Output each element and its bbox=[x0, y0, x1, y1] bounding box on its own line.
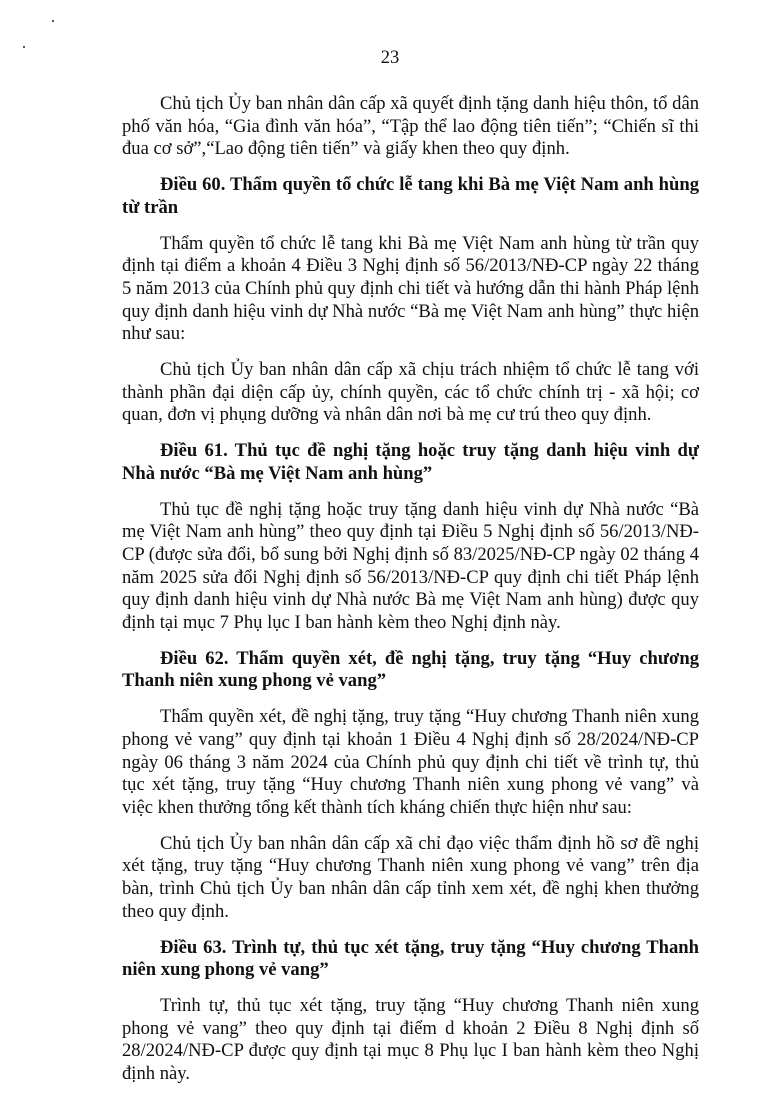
paragraph: Trình tự, thủ tục xét tặng, truy tặng “Huy chương Thanh niên xung phong vẻ vang” theo quy định tại điểm d khoản 2 Điều 8 Nghị định số 28/2024/NĐ-CP được quy định tại mục 8 Phụ lục I ban hành kèm theo Nghị định này. bbox=[122, 995, 699, 1084]
paragraph: Thẩm quyền tổ chức lễ tang khi Bà mẹ Việt Nam anh hùng từ trần quy định tại điểm a khoản 4 Điều 3 Nghị định số 56/2013/NĐ-CP ngày 22 tháng 5 năm 2013 của Chính phủ quy định chi tiết và hướng dẫn thi hành Pháp lệnh quy định danh hiệu vinh dự Nhà nước “Bà mẹ Việt Nam anh hùng” thực hiện như sau: bbox=[122, 232, 699, 345]
paragraph: Chủ tịch Ủy ban nhân dân cấp xã quyết định tặng danh hiệu thôn, tổ dân phố văn hóa, “Gia đình văn hóa”, “Tập thể lao động tiên tiến”; “Chiến sĩ thi đua cơ sở”,“Lao động tiên tiến” và giấy khen theo quy định. bbox=[122, 93, 699, 160]
article-60-heading: Điều 60. Thẩm quyền tổ chức lễ tang khi Bà mẹ Việt Nam anh hùng từ trần bbox=[122, 174, 699, 218]
paragraph: Chủ tịch Ủy ban nhân dân cấp xã chịu trách nhiệm tổ chức lễ tang với thành phần đại diện cấp ủy, chính quyền, các tổ chức chính trị - xã hội; cơ quan, đơn vị phụng dưỡng và nhân dân nơi bà mẹ cư trú theo quy định. bbox=[122, 359, 699, 426]
article-62-heading: Điều 62. Thẩm quyền xét, đề nghị tặng, truy tặng “Huy chương Thanh niên xung phong vẻ vang” bbox=[122, 647, 699, 692]
paragraph: Thẩm quyền xét, đề nghị tặng, truy tặng “Huy chương Thanh niên xung phong vẻ vang” quy định tại khoản 1 Điều 4 Nghị định số 28/2024/NĐ-CP ngày 06 tháng 3 năm 2024 của Chính phủ quy định chi tiết về trình tự, thủ tục xét tặng, truy tặng “Huy chương Thanh niên xung phong vẻ vang” và việc khen thưởng tổng kết thành tích kháng chiến thực hiện như sau: bbox=[122, 706, 699, 818]
paragraph: Chủ tịch Ủy ban nhân dân cấp xã chỉ đạo việc thẩm định hồ sơ đề nghị xét tặng, truy tặng “Huy chương Thanh niên xung phong vẻ vang” trên địa bàn, trình Chủ tịch Ủy ban nhân dân cấp tỉnh xem xét, đề nghị khen thưởng theo quy định. bbox=[122, 832, 699, 922]
article-63-heading: Điều 63. Trình tự, thủ tục xét tặng, truy tặng “Huy chương Thanh niên xung phong vẻ vang” bbox=[122, 936, 699, 981]
document-body bbox=[122, 93, 699, 1099]
paragraph: Thủ tục đề nghị tặng hoặc truy tặng danh hiệu vinh dự Nhà nước “Bà mẹ Việt Nam anh hùng” theo quy định tại Điều 5 Nghị định số 56/2013/NĐ-CP (được sửa đổi, bổ sung bởi Nghị định số 83/2025/NĐ-CP ngày 02 tháng 4 năm 2025 sửa đổi Nghị định số 56/2013/NĐ-CP quy định chi tiết Pháp lệnh quy định danh hiệu vinh dự Nhà nước Bà mẹ Việt Nam anh hùng) được quy định tại mục 7 Phụ lục I ban hành kèm theo Nghị định này. bbox=[122, 498, 699, 633]
scan-speck bbox=[52, 20, 54, 22]
article-61-heading: Điều 61. Thủ tục đề nghị tặng hoặc truy tặng danh hiệu vinh dự Nhà nước “Bà mẹ Việt Nam anh hùng” bbox=[122, 440, 699, 484]
page-number: 23 bbox=[380, 48, 400, 68]
